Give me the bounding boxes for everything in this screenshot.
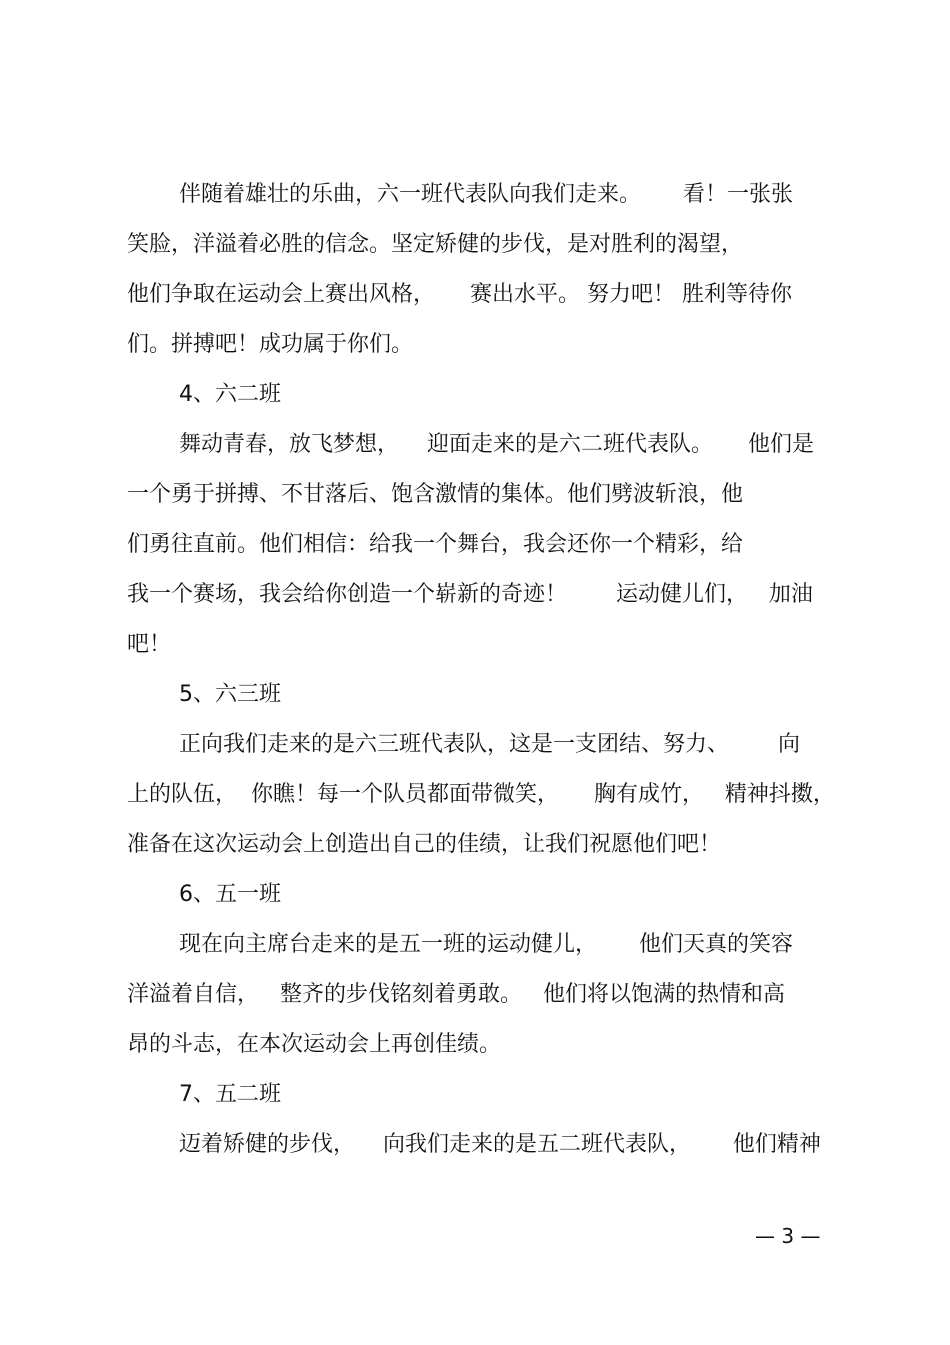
paragraph-line: 伴随着雄壮的乐曲，六一班代表队向我们走来。 看！一张张	[179, 182, 793, 207]
paragraph-line: 笑脸，洋溢着必胜的信念。坚定矫健的步伐，是对胜利的渴望，	[127, 232, 744, 257]
paragraph-line: 正向我们走来的是六三班代表队，这是一支团结、努力、 向	[179, 732, 800, 757]
paragraph-line: 我一个赛场，我会给你创造一个崭新的奇迹！ 运动健儿们， 加油	[127, 582, 813, 607]
paragraph-line: 迈着矫健的步伐， 向我们走来的是五二班代表队， 他们精神	[179, 1132, 821, 1157]
paragraph-line: 吧！	[127, 632, 172, 657]
paragraph-line: 舞动青春，放飞梦想， 迎面走来的是六二班代表队。 他们是	[179, 432, 814, 457]
section-heading: 7、五二班	[179, 1082, 281, 1107]
page-number: — 3 —	[755, 1224, 821, 1248]
paragraph-line: 他们争取在运动会上赛出风格， 赛出水平。 努力吧！ 胜利等待你	[127, 282, 792, 307]
paragraph-line: 们勇往直前。他们相信：给我一个舞台，我会还你一个精彩，给	[127, 532, 744, 557]
paragraph-line: 一个勇于拼搏、不甘落后、饱含激情的集体。他们劈波斩浪，他	[127, 482, 744, 507]
paragraph-line: 洋溢着自信， 整齐的步伐铭刻着勇敢。 他们将以饱满的热情和高	[127, 982, 785, 1007]
paragraph-line: 上的队伍， 你瞧！每一个队员都面带微笑， 胸有成竹， 精神抖擞，	[127, 782, 835, 807]
paragraph-line: 们。拼搏吧！成功属于你们。	[127, 332, 414, 357]
paragraph-line: 昂的斗志，在本次运动会上再创佳绩。	[127, 1032, 502, 1057]
paragraph-line: 现在向主席台走来的是五一班的运动健儿， 他们天真的笑容	[179, 932, 793, 957]
paragraph-line: 准备在这次运动会上创造出自己的佳绩，让我们祝愿他们吧！	[127, 832, 722, 857]
section-heading: 5、六三班	[179, 682, 281, 707]
section-heading: 4、六二班	[179, 382, 281, 407]
section-heading: 6、五一班	[179, 882, 281, 907]
